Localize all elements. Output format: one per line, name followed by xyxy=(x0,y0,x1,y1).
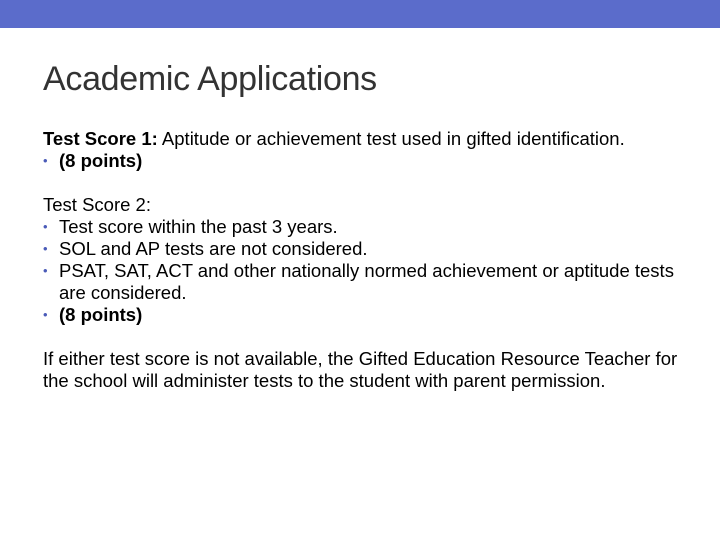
bullet-icon: • xyxy=(43,153,48,168)
bullet-icon: • xyxy=(43,241,48,256)
test-score-1-section xyxy=(43,128,683,172)
slide-title: Academic Applications xyxy=(43,60,377,98)
slide-body xyxy=(43,128,683,392)
availability-note-text: If either test score is not available, the Gifted Education Resource Teacher for the school will administer tests to the student with parent permission. xyxy=(43,348,678,391)
bullet-item xyxy=(43,150,683,172)
header-accent-bar xyxy=(0,0,720,28)
bullet-item xyxy=(43,304,683,326)
test-score-2-section xyxy=(43,194,683,326)
test-score-1-text: Aptitude or achievement test used in gifted identification. xyxy=(157,128,625,149)
test-score-1-description xyxy=(43,128,683,150)
bullet-icon: • xyxy=(43,219,48,234)
test-score-2-label: Test Score 2 xyxy=(43,194,146,215)
test-score-2-bullet-text: Test score within the past 3 years. xyxy=(59,216,338,237)
test-score-2-colon: : xyxy=(145,194,151,215)
bullet-item xyxy=(43,260,683,304)
bullet-item xyxy=(43,216,683,238)
availability-note xyxy=(43,348,683,392)
test-score-2-heading xyxy=(43,194,683,216)
test-score-2-bullet-text: SOL and AP tests are not considered. xyxy=(59,238,368,259)
test-score-1-points: (8 points) xyxy=(59,150,143,171)
test-score-1-label: Test Score 1: xyxy=(43,128,158,149)
bullet-icon: • xyxy=(43,307,48,322)
bullet-item xyxy=(43,238,683,260)
test-score-2-bullet-text: PSAT, SAT, ACT and other nationally normed achievement or aptitude tests are considered. xyxy=(59,260,674,303)
test-score-2-points: (8 points) xyxy=(59,304,143,325)
bullet-icon: • xyxy=(43,263,48,278)
